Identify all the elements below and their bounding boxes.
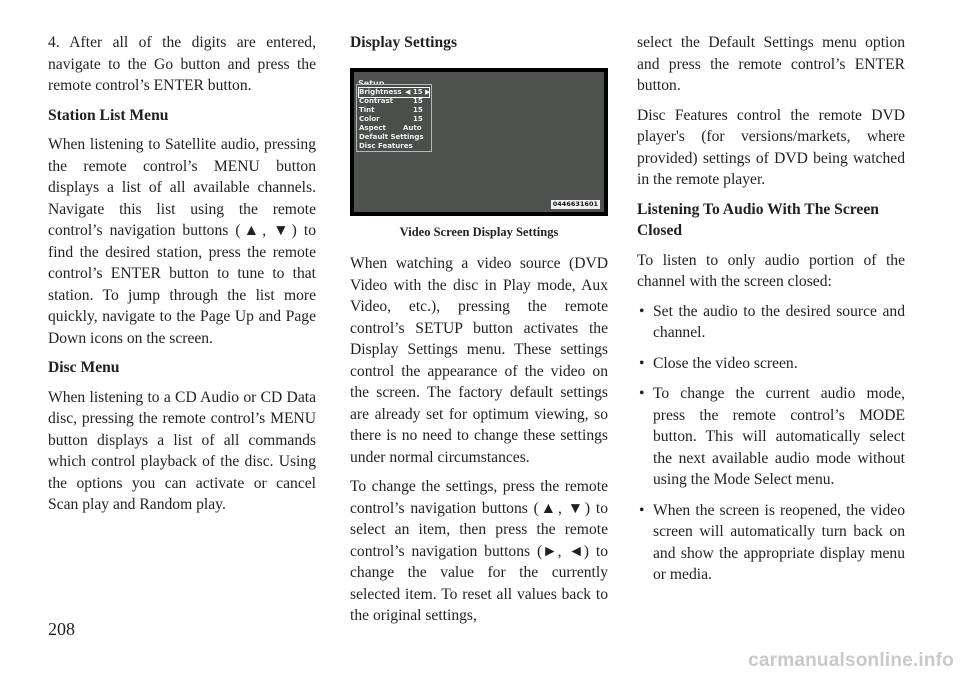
setup-menu-box (356, 84, 432, 152)
menu-row-contrast (359, 96, 423, 106)
middle-column (350, 32, 608, 635)
menu-row-label: Aspect (359, 123, 386, 132)
paragraph-video-source: When watching a video source (DVD Video with the disc in Play mode, Aux Video, etc.), pressing the remote control’s SETUP button activates the Display Settings menu. These settings control the appearance of the video on the screen. The factory default settings are already set for optimum viewing, so there is no need to change these settings under normal circumstances. (350, 255, 608, 466)
menu-row-disc-features (359, 142, 413, 151)
menu-row-value: Auto (403, 123, 422, 132)
menu-row-value: 15 (413, 114, 423, 123)
menu-row-label: Disc Features (359, 141, 413, 150)
list-item: • When the screen is reopened, the video screen will automatically turn back on and show the appropriate display menu or media. (637, 500, 905, 586)
heading-display-settings: Display Settings (350, 34, 458, 51)
menu-row-tint (359, 105, 423, 115)
list-item: • Set the audio to the desired source and channel. (637, 301, 905, 344)
right-column (637, 32, 905, 595)
bullet-list (637, 301, 905, 586)
figure-caption: Video Screen Display Settings (399, 224, 559, 239)
heading-station-list-menu: Station List Menu (48, 106, 169, 124)
video-screen-figure (350, 68, 608, 216)
menu-row-value: ◀ 15 ▶ (405, 87, 431, 96)
menu-row-label: Contrast (359, 96, 393, 105)
paragraph-listen-intro: To listen to only audio portion of the channel with the screen closed: (637, 251, 905, 290)
watermark-text: carmanualsonline.info (748, 650, 954, 671)
heading-listening-audio: Listening To Audio With The Screen Closed (637, 200, 879, 239)
menu-row-label: Default Settings (359, 132, 424, 141)
paragraph-disc-features: Disc Features control the remote DVD player's (for versions/markets, where provided) settings of DVD being watched in the remote player. (637, 106, 905, 188)
paragraph-default-settings: select the Default Settings menu option and press the remote control’s ENTER button. (637, 34, 905, 94)
heading-disc-menu: Disc Menu (48, 359, 120, 376)
menu-row-label: Tint (359, 105, 375, 114)
list-item: • Close the video screen. (637, 353, 905, 375)
screen-display (354, 72, 604, 212)
menu-row-value: 15 (413, 105, 423, 114)
paragraph-disc-menu: When listening to a CD Audio or CD Data disc, pressing the remote control’s MENU button displays a list of all commands which control playback of the disc. Using the options you can activate or cancel Scan play and Random play. (48, 388, 316, 513)
paragraph-change-settings: To change the settings, press the remote control’s navigation buttons (▲, ▼) to select an item, then press the remote control’s navigation buttons (►, ◄) to change the value for the currently selected item. To reset all values back to the original settings, (350, 478, 608, 624)
page-number: 208 (48, 619, 75, 639)
paragraph-go-button: 4. After all of the digits are entered, navigate to the Go button and press the remote control’s ENTER button. (48, 34, 316, 94)
menu-row-aspect (359, 123, 422, 133)
menu-row-label: Brightness (359, 87, 402, 96)
menu-row-value: 15 (413, 96, 423, 105)
figure-code-label: 0446631601 (552, 199, 598, 208)
menu-row-label: Color (359, 114, 380, 123)
menu-row-color (359, 114, 423, 124)
menu-row-default-settings (359, 133, 424, 142)
left-column (48, 32, 316, 524)
paragraph-station-list: When listening to Satellite audio, pressing the remote control’s MENU button displays a list of all available channels. Navigate this list using the remote control’s navigation buttons (▲, ▼) to find the desired station, press the remote control’s ENTER button to tune to that station. To jump through the list more quickly, navigate to the Page Up and Page Down icons on the screen. (48, 136, 316, 347)
list-item: • To change the current audio mode, press the remote control’s MODE button. This will automatically select the next available audio mode without using the Mode Select menu. (637, 383, 905, 491)
